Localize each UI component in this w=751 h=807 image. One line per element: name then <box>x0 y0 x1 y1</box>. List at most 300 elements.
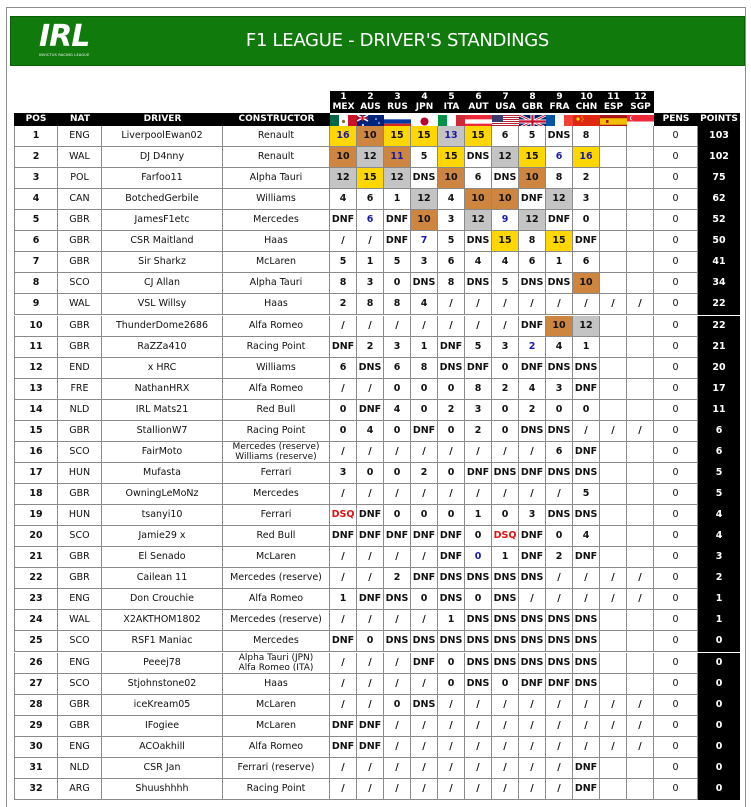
race-result-rus: / <box>384 779 411 800</box>
points-cell: 1 <box>698 589 740 610</box>
race-result-usa: DNS <box>492 168 519 189</box>
nationality-cell: END <box>58 358 102 379</box>
race-result-gbr: 6 <box>519 252 546 273</box>
driver-name: Stjohnstone02 <box>102 674 223 695</box>
nationality-cell: GBR <box>58 337 102 358</box>
race-number: 10 <box>580 92 593 102</box>
race-result-jpn: / <box>411 737 438 758</box>
driver-name: IRL Mats21 <box>102 400 223 421</box>
driver-name: VSL Willsy <box>102 294 223 315</box>
race-result-chn: DNF <box>573 231 600 252</box>
race-result-aut: 6 <box>465 168 492 189</box>
race-result-aus: / <box>357 653 384 674</box>
race-code: SGP <box>630 102 651 112</box>
race-result-gbr: 10 <box>519 168 546 189</box>
position-cell: 14 <box>14 400 58 421</box>
race-result-gbr: / <box>519 589 546 610</box>
race-result-jpn: DNS <box>411 631 438 652</box>
race-result-mex: / <box>330 568 357 589</box>
driver-name: OwningLeMoNz <box>102 484 223 505</box>
race-result-jpn: 2 <box>411 463 438 484</box>
race-result-rus: / <box>384 484 411 505</box>
race-result-fra: 0 <box>546 400 573 421</box>
points-cell: 5 <box>698 484 740 505</box>
nationality-cell: NLD <box>58 758 102 779</box>
race-result-aut: / <box>465 758 492 779</box>
race-result-gbr: / <box>519 484 546 505</box>
points-cell: 102 <box>698 147 740 168</box>
points-cell: 0 <box>698 653 740 674</box>
constructor-cell: Haas <box>223 294 330 315</box>
russia-flag-icon <box>384 113 411 126</box>
race-result-gbr: 2 <box>519 337 546 358</box>
points-cell: 11 <box>698 400 740 421</box>
nationality-cell: HUN <box>58 463 102 484</box>
race-number: 11 <box>607 92 620 102</box>
race-result-aus: / <box>357 568 384 589</box>
race-result-rus: / <box>384 547 411 568</box>
constructor-cell: Racing Point <box>223 337 330 358</box>
race-result-ita: / <box>438 294 465 315</box>
constructor-cell: Alfa Romeo <box>223 737 330 758</box>
race-result-sgp: / <box>627 716 654 737</box>
race-result-fra: 15 <box>546 231 573 252</box>
position-cell: 25 <box>14 631 58 652</box>
race-result-ita: / <box>438 737 465 758</box>
position-cell: 3 <box>14 168 58 189</box>
nationality-cell: SCO <box>58 273 102 294</box>
penalties-cell: 0 <box>654 379 698 400</box>
race-result-mex: DNF <box>330 210 357 231</box>
nationality-cell: FRE <box>58 379 102 400</box>
constructor-cell <box>223 442 330 463</box>
race-result-aut: DNF <box>465 358 492 379</box>
race-result-aus: 2 <box>357 337 384 358</box>
race-result-aut: 8 <box>465 379 492 400</box>
penalties-cell: 0 <box>654 126 698 147</box>
constructor-cell: Mercedes <box>223 484 330 505</box>
race-number: 5 <box>448 92 455 102</box>
race-result-mex: 10 <box>330 147 357 168</box>
race-result-usa: 2 <box>492 379 519 400</box>
points-cell: 6 <box>698 442 740 463</box>
points-cell: 4 <box>698 505 740 526</box>
race-result-jpn: 4 <box>411 294 438 315</box>
race-result-mex: 3 <box>330 463 357 484</box>
race-result-mex: DNF <box>330 337 357 358</box>
race-result-aus: / <box>357 758 384 779</box>
race-result-aus: / <box>357 674 384 695</box>
race-result-chn: DNS <box>573 358 600 379</box>
driver-name: Peeej78 <box>102 653 223 674</box>
race-result-fra: / <box>546 758 573 779</box>
nationality-cell: GBR <box>58 210 102 231</box>
race-result-aus: DNS <box>357 358 384 379</box>
race-result-usa: 0 <box>492 358 519 379</box>
constructor-cell: McLaren <box>223 716 330 737</box>
race-result-chn: DNF <box>573 779 600 800</box>
points-cell: 50 <box>698 231 740 252</box>
race-result-sgp <box>627 484 654 505</box>
race-result-sgp <box>627 758 654 779</box>
position-cell: 15 <box>14 421 58 442</box>
race-result-aut: / <box>465 442 492 463</box>
race-result-usa: 9 <box>492 210 519 231</box>
race-code: ITA <box>443 102 460 112</box>
race-result-aus: / <box>357 547 384 568</box>
constructor-cell: Williams <box>223 189 330 210</box>
race-result-esp <box>600 231 627 252</box>
logo-subtitle: INVICTUS RACING LEAGUE <box>39 53 90 57</box>
race-header-rus <box>384 91 411 113</box>
penalties-cell: 0 <box>654 695 698 716</box>
race-result-aut: DNS <box>465 273 492 294</box>
race-result-aut: / <box>465 294 492 315</box>
race-result-sgp <box>627 653 654 674</box>
race-result-usa: 0 <box>492 421 519 442</box>
race-result-ita: 5 <box>438 231 465 252</box>
race-result-aus: DNF <box>357 526 384 547</box>
race-result-chn: / <box>573 737 600 758</box>
race-result-aut: 10 <box>465 189 492 210</box>
penalties-cell: 0 <box>654 316 698 337</box>
race-result-chn: DNS <box>573 653 600 674</box>
race-result-usa: / <box>492 316 519 337</box>
points-cell: 75 <box>698 168 740 189</box>
race-result-usa: / <box>492 716 519 737</box>
nationality-cell: ENG <box>58 126 102 147</box>
constructor-cell: McLaren <box>223 695 330 716</box>
race-result-rus: / <box>384 653 411 674</box>
race-result-aut: / <box>465 316 492 337</box>
points-cell: 22 <box>698 316 740 337</box>
position-cell: 8 <box>14 273 58 294</box>
race-result-chn: 0 <box>573 400 600 421</box>
race-result-ita: DNS <box>438 568 465 589</box>
race-result-aut: / <box>465 716 492 737</box>
points-cell: 0 <box>698 674 740 695</box>
driver-name: Jamie29 x <box>102 526 223 547</box>
race-result-fra: / <box>546 779 573 800</box>
race-result-esp <box>600 758 627 779</box>
race-result-gbr: / <box>519 716 546 737</box>
race-result-esp <box>600 484 627 505</box>
race-result-mex: / <box>330 442 357 463</box>
race-number: 12 <box>634 92 647 102</box>
nationality-cell: GBR <box>58 568 102 589</box>
points-cell: 0 <box>698 779 740 800</box>
driver-name: x HRC <box>102 358 223 379</box>
driver-name: CSR Maitland <box>102 231 223 252</box>
race-code: JPN <box>415 102 434 112</box>
race-result-sgp: / <box>627 695 654 716</box>
driver-name: DJ D4nny <box>102 147 223 168</box>
penalties-cell: 0 <box>654 358 698 379</box>
penalties-cell: 0 <box>654 526 698 547</box>
penalties-cell: 0 <box>654 547 698 568</box>
race-result-aus: DNF <box>357 589 384 610</box>
race-result-usa: / <box>492 695 519 716</box>
race-result-gbr: / <box>519 442 546 463</box>
france-flag-icon <box>546 113 573 126</box>
race-result-usa: DNS <box>492 589 519 610</box>
race-result-gbr: DNF <box>519 189 546 210</box>
race-result-sgp <box>627 379 654 400</box>
constructor-cell: Red Bull <box>223 400 330 421</box>
nationality-cell: CAN <box>58 189 102 210</box>
race-result-usa: DNS <box>492 653 519 674</box>
race-result-mex: / <box>330 610 357 631</box>
header-banner <box>10 16 745 66</box>
race-result-chn: DNF <box>573 442 600 463</box>
race-result-gbr: DNF <box>519 316 546 337</box>
race-result-ita: / <box>438 484 465 505</box>
position-cell: 5 <box>14 210 58 231</box>
race-number: 9 <box>556 92 563 102</box>
constructor-line: Alfa Romeo (ITA) <box>238 662 314 673</box>
race-result-mex: 2 <box>330 294 357 315</box>
points-cell: 0 <box>698 695 740 716</box>
race-result-esp <box>600 400 627 421</box>
race-result-gbr: DNS <box>519 631 546 652</box>
race-result-aus: DNF <box>357 400 384 421</box>
race-result-ita: 13 <box>438 126 465 147</box>
position-cell: 11 <box>14 337 58 358</box>
race-result-chn: DNS <box>573 505 600 526</box>
race-result-gbr: DNS <box>519 568 546 589</box>
constructor-cell: Alpha Tauri <box>223 273 330 294</box>
nationality-cell: ENG <box>58 589 102 610</box>
race-result-fra: 6 <box>546 442 573 463</box>
nationality-cell: GBR <box>58 316 102 337</box>
race-result-esp <box>600 189 627 210</box>
race-result-gbr: 12 <box>519 210 546 231</box>
race-result-gbr: 4 <box>519 379 546 400</box>
race-result-ita: 2 <box>438 400 465 421</box>
driver-name: NathanHRX <box>102 379 223 400</box>
penalties-cell: 0 <box>654 273 698 294</box>
race-result-ita: 0 <box>438 674 465 695</box>
nationality-cell: WAL <box>58 147 102 168</box>
race-result-mex: / <box>330 674 357 695</box>
race-result-usa: / <box>492 779 519 800</box>
race-result-jpn: / <box>411 758 438 779</box>
race-result-jpn: 3 <box>411 252 438 273</box>
mexico-flag-icon <box>330 113 357 126</box>
logo-text: IRL <box>39 19 90 54</box>
race-result-ita: DNS <box>438 358 465 379</box>
penalties-cell: 0 <box>654 147 698 168</box>
race-result-esp: / <box>600 568 627 589</box>
race-result-mex: 0 <box>330 400 357 421</box>
race-result-ita: 0 <box>438 653 465 674</box>
driver-name: LiverpoolEwan02 <box>102 126 223 147</box>
driver-name: iceKream05 <box>102 695 223 716</box>
constructor-cell: Haas <box>223 231 330 252</box>
race-code: CHN <box>575 102 598 112</box>
race-result-aus: 8 <box>357 294 384 315</box>
nationality-cell: POL <box>58 168 102 189</box>
race-result-fra: / <box>546 589 573 610</box>
race-number: 6 <box>475 92 482 102</box>
constructor-cell: Racing Point <box>223 421 330 442</box>
race-result-sgp <box>627 273 654 294</box>
race-result-rus: / <box>384 442 411 463</box>
austria-flag-icon <box>465 113 492 126</box>
race-result-chn: 16 <box>573 147 600 168</box>
race-result-jpn: 5 <box>411 147 438 168</box>
race-result-rus: 15 <box>384 126 411 147</box>
race-result-jpn: DNS <box>411 168 438 189</box>
race-result-ita: 0 <box>438 505 465 526</box>
race-result-usa: DSQ <box>492 526 519 547</box>
race-result-usa: / <box>492 758 519 779</box>
driver-name: ThunderDome2686 <box>102 316 223 337</box>
race-result-esp: / <box>600 421 627 442</box>
race-result-mex: / <box>330 779 357 800</box>
race-result-sgp <box>627 674 654 695</box>
race-result-chn: / <box>573 695 600 716</box>
race-result-esp <box>600 168 627 189</box>
race-result-fra: DNF <box>546 674 573 695</box>
race-result-aut: 15 <box>465 126 492 147</box>
position-cell: 28 <box>14 695 58 716</box>
position-cell: 7 <box>14 252 58 273</box>
race-result-esp <box>600 273 627 294</box>
race-result-sgp <box>627 252 654 273</box>
race-result-jpn: DNF <box>411 421 438 442</box>
race-result-gbr: / <box>519 779 546 800</box>
race-result-chn: / <box>573 589 600 610</box>
race-result-rus: 0 <box>384 273 411 294</box>
race-result-gbr: DNS <box>519 610 546 631</box>
race-result-ita: DNF <box>438 526 465 547</box>
usa-flag-icon <box>492 113 519 126</box>
race-result-aut: 3 <box>465 400 492 421</box>
race-result-chn: 6 <box>573 252 600 273</box>
points-cell: 41 <box>698 252 740 273</box>
race-result-mex: 6 <box>330 358 357 379</box>
race-result-aut: / <box>465 695 492 716</box>
race-result-fra: 1 <box>546 252 573 273</box>
race-result-ita: DNS <box>438 631 465 652</box>
race-result-gbr: / <box>519 758 546 779</box>
driver-name: BotchedGerbile <box>102 189 223 210</box>
position-cell: 22 <box>14 568 58 589</box>
penalties-cell: 0 <box>654 210 698 231</box>
penalties-cell: 0 <box>654 737 698 758</box>
constructor-cell: Racing Point <box>223 779 330 800</box>
position-cell: 26 <box>14 653 58 674</box>
position-cell: 29 <box>14 716 58 737</box>
race-result-chn: DNS <box>573 631 600 652</box>
race-result-ita: 6 <box>438 252 465 273</box>
nationality-cell: WAL <box>58 294 102 315</box>
race-result-aut: 0 <box>465 526 492 547</box>
race-result-ita: 15 <box>438 147 465 168</box>
race-result-jpn: DNF <box>411 526 438 547</box>
position-cell: 32 <box>14 779 58 800</box>
points-cell: 6 <box>698 421 740 442</box>
race-result-ita: 0 <box>438 379 465 400</box>
race-result-rus: DNS <box>384 589 411 610</box>
race-result-jpn: / <box>411 442 438 463</box>
constructor-line: Williams (reserve) <box>235 451 317 462</box>
position-cell: 27 <box>14 674 58 695</box>
constructor-cell: Ferrari <box>223 463 330 484</box>
col-header-points: POINTS <box>698 113 740 126</box>
position-cell: 12 <box>14 358 58 379</box>
race-result-aus: 4 <box>357 421 384 442</box>
race-result-sgp <box>627 779 654 800</box>
race-number: 8 <box>529 92 536 102</box>
race-result-esp <box>600 147 627 168</box>
race-result-aut: / <box>465 779 492 800</box>
position-cell: 18 <box>14 484 58 505</box>
position-cell: 1 <box>14 126 58 147</box>
race-result-esp <box>600 526 627 547</box>
points-cell: 62 <box>698 189 740 210</box>
japan-flag-icon <box>411 113 438 126</box>
race-result-fra: 10 <box>546 316 573 337</box>
constructor-cell: Alfa Romeo <box>223 379 330 400</box>
race-result-chn: 2 <box>573 168 600 189</box>
driver-name: El Senado <box>102 547 223 568</box>
race-result-esp: / <box>600 737 627 758</box>
race-result-usa: / <box>492 442 519 463</box>
race-header-esp <box>600 91 627 113</box>
race-result-esp <box>600 379 627 400</box>
race-result-gbr: 8 <box>519 231 546 252</box>
race-result-fra: 8 <box>546 168 573 189</box>
race-result-chn: 5 <box>573 484 600 505</box>
race-result-rus: 0 <box>384 421 411 442</box>
position-cell: 6 <box>14 231 58 252</box>
race-result-sgp <box>627 316 654 337</box>
race-result-esp <box>600 463 627 484</box>
race-result-fra: 4 <box>546 337 573 358</box>
race-result-rus: 0 <box>384 463 411 484</box>
race-result-rus: DNF <box>384 526 411 547</box>
race-result-fra: DNS <box>546 653 573 674</box>
col-header-constructor: CONSTRUCTOR <box>223 113 330 126</box>
race-result-usa: 0 <box>492 505 519 526</box>
points-cell: 3 <box>698 547 740 568</box>
race-result-mex: 12 <box>330 168 357 189</box>
race-result-usa: 0 <box>492 400 519 421</box>
points-cell: 20 <box>698 358 740 379</box>
race-result-mex: DNF <box>330 526 357 547</box>
race-result-gbr: DNF <box>519 547 546 568</box>
race-result-fra: 3 <box>546 379 573 400</box>
race-result-aut: DNS <box>465 610 492 631</box>
race-result-gbr: DNF <box>519 463 546 484</box>
race-result-rus: 3 <box>384 337 411 358</box>
race-result-mex: 4 <box>330 189 357 210</box>
nationality-cell: ENG <box>58 653 102 674</box>
race-result-aus: DNF <box>357 716 384 737</box>
col-header-pens: PENS <box>654 113 698 126</box>
race-result-gbr: 5 <box>519 126 546 147</box>
race-result-chn: 4 <box>573 526 600 547</box>
race-result-sgp: / <box>627 568 654 589</box>
race-result-gbr: 3 <box>519 505 546 526</box>
race-result-aut: DNS <box>465 231 492 252</box>
race-result-sgp <box>627 610 654 631</box>
race-result-usa: / <box>492 294 519 315</box>
race-result-mex: DNF <box>330 737 357 758</box>
position-cell: 19 <box>14 505 58 526</box>
